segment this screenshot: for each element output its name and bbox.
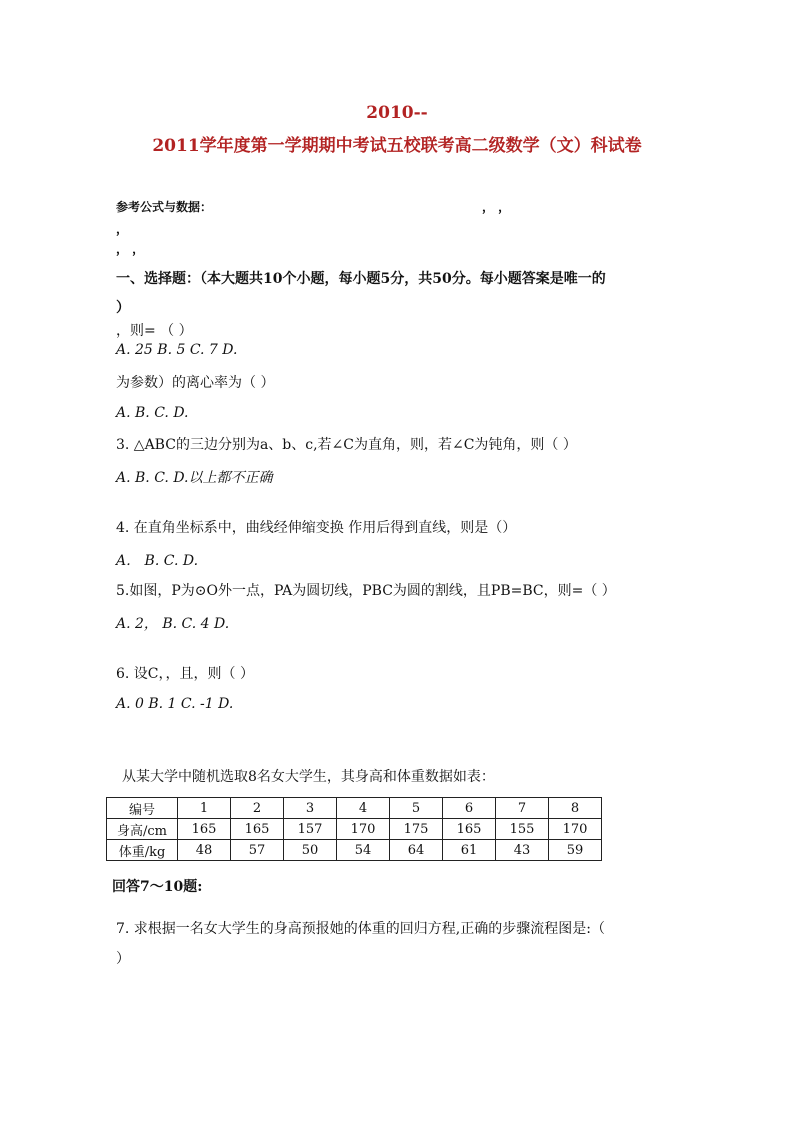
question-3-options: A. B. C. D.以上都不正确 (116, 470, 273, 486)
table-header-cell: 4 (337, 798, 390, 819)
table-header-cell: 8 (549, 798, 602, 819)
question-4-options: A． B. C. D. (116, 553, 199, 569)
question-1-options: A. 25 B. 5 C. 7 D. (116, 342, 238, 358)
table-cell: 165 (443, 819, 496, 840)
table-header-cell: 编号 (107, 798, 178, 819)
question-6: 6. 设C，，且，则（ ） (116, 666, 254, 682)
table-header-cell: 5 (390, 798, 443, 819)
table-cell: 54 (337, 840, 390, 861)
question-7: 7. 求根据一名女大学生的身高预报她的体重的回归方程,正确的步骤流程图是:（ (116, 921, 605, 937)
question-5-options: A. 2， B. C. 4 D. (116, 616, 230, 632)
table-cell: 身高/cm (107, 819, 178, 840)
question-7-end: ） (116, 951, 130, 967)
table-cell: 64 (390, 840, 443, 861)
table-cell: 43 (496, 840, 549, 861)
question-4: 4. 在直角坐标系中，曲线经伸缩变换 作用后得到直线，则是（） (116, 520, 517, 536)
table-cell: 50 (284, 840, 337, 861)
question-2: 为参数）的离心率为（ ） (116, 375, 275, 391)
table-cell: 165 (231, 819, 284, 840)
reference-label: 参考公式与数据： (116, 200, 213, 214)
title-line1: 2010-- (366, 103, 428, 123)
table-header-row (107, 798, 602, 819)
question-2-options: A. B. C. D. (116, 405, 189, 421)
table-cell: 155 (496, 819, 549, 840)
table-cell: 175 (390, 819, 443, 840)
table-cell: 体重/kg (107, 840, 178, 861)
table-row (107, 840, 602, 861)
table-cell: 61 (443, 840, 496, 861)
reference-line3: ， ， (116, 242, 145, 256)
reference-line2: ， (116, 222, 129, 236)
table-cell: 165 (178, 819, 231, 840)
question-1: ，则= （ ） (116, 323, 193, 339)
title-line2: 2011学年度第一学期期中考试五校联考高二级数学（文）科试卷 (152, 136, 642, 156)
table-header-cell: 2 (231, 798, 284, 819)
answer-note: 回答7～10题: (112, 879, 203, 895)
table-header-cell: 6 (443, 798, 496, 819)
table-cell: 157 (284, 819, 337, 840)
section-heading-end: ） (116, 300, 130, 316)
table-row (107, 819, 602, 840)
table-cell: 170 (549, 819, 602, 840)
question-5: 5.如图，P为⊙O外一点，PA为圆切线，PBC为圆的割线，且PB=BC，则=（ ） (116, 583, 616, 599)
section-heading: 一、选择题：（本大题共10个小题，每小题5分，共50分。每小题答案是唯一的 (116, 271, 606, 287)
table-cell: 170 (337, 819, 390, 840)
question-6-options: A. 0 B. 1 C. -1 D. (116, 696, 234, 712)
table-intro: 从某大学中随机选取8名女大学生，其身高和体重数据如表： (122, 769, 495, 785)
table-header-cell: 7 (496, 798, 549, 819)
table-cell: 59 (549, 840, 602, 861)
data-table (106, 797, 602, 861)
table-cell: 57 (231, 840, 284, 861)
table-cell: 48 (178, 840, 231, 861)
reference-commas: ， ， (482, 200, 511, 214)
table-header-cell: 3 (284, 798, 337, 819)
question-3: 3. △ABC的三边分别为a、b、c,若∠C为直角，则，若∠C为钝角，则（ ） (116, 437, 577, 453)
table-header-cell: 1 (178, 798, 231, 819)
